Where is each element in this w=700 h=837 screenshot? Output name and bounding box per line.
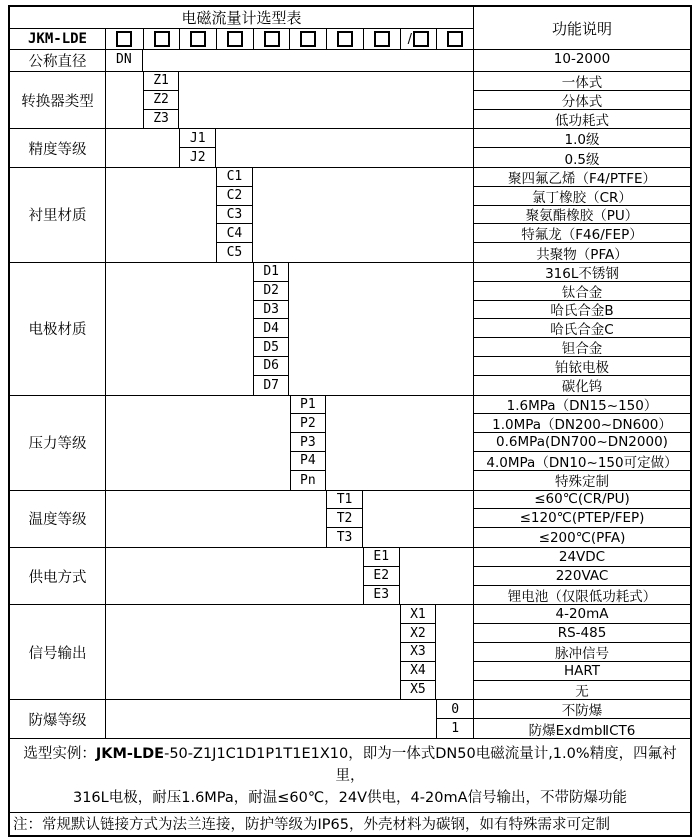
example-model-code: JKM-LDE [95,745,165,762]
option-code-0: 0 [437,700,473,719]
option-description: 不防爆 [474,700,690,719]
empty-cell-left [106,605,400,699]
option-code-X3: X3 [401,643,436,662]
empty-cell-right [179,72,473,128]
example-line1-rest: ，即为一体式DN50电磁流量计,1.0%精度，四氟衬里， [335,745,677,784]
example-line-1 [12,743,688,787]
code-column-nominal-diameter [106,50,143,71]
category-label-temperature-rating: 温度等级 [10,491,106,547]
model-slot-7 [326,29,363,49]
option-code-Z1: Z1 [144,72,179,91]
category-label-electrode-material: 电极材质 [10,263,106,395]
option-description: 1.0MPa（DN200~DN600） [474,414,690,433]
checkbox-icon[interactable] [413,31,429,47]
section-nominal-diameter [10,50,690,72]
description-column-temperature-rating [473,491,690,547]
description-column-signal-output [473,605,690,699]
description-column-electrode-material [473,263,690,395]
model-slot-6 [289,29,326,49]
option-code-Z2: Z2 [144,91,179,110]
model-slot-4 [216,29,253,49]
model-slot-2 [143,29,180,49]
option-description: 聚四氟乙烯（F4/PTFE） [474,168,690,187]
section-explosion-proof [10,700,690,739]
option-description: 碳化钨 [561,379,603,395]
description-column-nominal-diameter [473,50,690,71]
option-description: 0.5级 [564,151,600,167]
option-description: 低功耗式 [555,113,609,129]
option-code-Pn: Pn [300,472,316,488]
option-code-X4: X4 [401,662,436,681]
option-description: 脉冲信号 [474,643,690,662]
selection-table [8,5,692,837]
option-code-X5: X5 [410,682,426,698]
option-description: 聚氨酯橡胶（PU） [474,206,690,225]
empty-cell-left [106,548,363,604]
category-label-converter-type: 转换器类型 [10,72,106,128]
code-column-temperature-rating [326,491,363,547]
option-code-D4: D4 [254,319,289,338]
empty-cell-left [106,129,179,167]
option-description: 分体式 [474,91,690,110]
option-description: 10-2000 [553,51,611,68]
checkbox-icon[interactable] [447,31,463,47]
function-description-header: 功能说明 [473,7,690,49]
code-column-signal-output [400,605,437,699]
empty-cell-right [289,263,473,395]
option-description: 220VAC [474,567,690,586]
section-signal-output [10,605,690,700]
option-description: 钽合金 [474,338,690,357]
option-code-D5: D5 [254,338,289,357]
option-code-Z3: Z3 [153,111,169,127]
option-description: 316L不锈钢 [474,263,690,282]
option-description: 1.6MPa（DN15~150） [474,396,690,415]
checkbox-icon[interactable] [300,31,316,47]
selection-example [10,739,690,813]
category-label-accuracy-class: 精度等级 [10,129,106,167]
option-code-T3: T3 [336,530,353,546]
option-description: 1.0级 [474,129,690,148]
category-label-lining-material: 衬里材质 [10,168,106,262]
example-label: 选型实例： [23,745,96,762]
checkbox-icon[interactable] [190,31,206,47]
option-code-C3: C3 [217,206,252,225]
checkbox-icon[interactable] [227,31,243,47]
empty-cell-left [106,263,253,395]
option-description: 氯丁橡胶（CR） [474,187,690,206]
option-description: 24VDC [474,548,690,567]
example-model-rest: -50-Z1J1C1D1P1T1E1X10 [164,745,349,762]
option-code-D2: D2 [254,282,289,301]
description-column-converter-type [473,72,690,128]
model-prefix: JKM-LDE [10,29,106,49]
option-description: 钛合金 [474,282,690,301]
option-description: RS-485 [474,624,690,643]
model-slot-3 [179,29,216,49]
empty-cell-right [436,605,473,699]
slash-separator: / [407,31,413,47]
option-code-D7: D7 [263,377,279,393]
option-code-T2: T2 [327,509,362,528]
option-code-C4: C4 [217,224,252,243]
empty-cell-right [363,491,473,547]
category-label-explosion-proof: 防爆等级 [10,700,106,738]
table-header [10,7,690,50]
empty-cell-right [253,168,473,262]
option-description: ≤120℃(PTEP/FEP) [474,509,690,528]
option-code-E1: E1 [364,548,399,567]
option-description: 共聚物（PFA） [536,246,628,262]
sections [10,50,690,739]
category-label-power-supply: 供电方式 [10,548,106,604]
option-code-J1: J1 [180,129,215,148]
empty-cell-left [106,396,290,490]
model-slot-9 [400,29,437,49]
option-description: 锂电池（仅限低功耗式） [507,588,657,605]
footnote: 注：常规默认链接方式为法兰连接，防护等级为IP65，外壳材料为碳钢，如有特殊需求可定制 [13,817,610,834]
description-column-accuracy-class [473,129,690,167]
empty-cell-right [216,129,473,167]
option-code-P3: P3 [291,433,326,452]
header-left [10,7,473,49]
checkbox-icon[interactable] [374,31,390,47]
empty-cell-right [326,396,473,490]
option-description: 特殊定制 [555,474,609,490]
option-code-P4: P4 [291,452,326,471]
model-slot-5 [253,29,290,49]
option-description: 4.0MPa（DN10~150可定做） [474,452,690,471]
empty-cell-right [400,548,473,604]
category-label-signal-output: 信号输出 [10,605,106,699]
section-accuracy-class [10,129,690,168]
option-description: 哈氏合金B [474,301,690,320]
category-label-pressure-rating: 压力等级 [10,396,106,490]
table-title: 电磁流量计选型表 [10,7,473,29]
option-code-D1: D1 [254,263,289,282]
option-code-D6: D6 [254,357,289,376]
option-code-D3: D3 [254,301,289,320]
description-column-lining-material [473,168,690,262]
model-slot-1 [106,29,143,49]
checkbox-icon[interactable] [116,31,132,47]
code-column-lining-material [216,168,253,262]
option-code-E2: E2 [364,567,399,586]
checkbox-icon[interactable] [264,31,280,47]
section-temperature-rating [10,491,690,548]
option-code-J2: J2 [189,150,206,166]
section-power-supply [10,548,690,605]
option-code-P2: P2 [291,414,326,433]
empty-cell-right [143,50,473,71]
empty-cell-left [106,491,326,547]
option-description: 铂铱电极 [474,357,690,376]
option-description: 一体式 [474,72,690,91]
empty-cell-left [106,72,143,128]
model-slot-10 [436,29,473,49]
option-code-C1: C1 [217,168,252,187]
option-description: 无 [575,683,589,700]
option-code-C2: C2 [217,187,252,206]
section-electrode-material [10,263,690,396]
description-column-explosion-proof [473,700,690,738]
option-code-X1: X1 [401,605,436,624]
option-description: ≤200℃(PFA) [538,529,626,546]
option-description: 特氟龙（F46/FEP） [474,224,690,243]
section-converter-type [10,72,690,129]
code-column-converter-type [143,72,180,128]
code-column-pressure-rating [290,396,327,490]
option-code-1: 1 [451,720,460,736]
model-code-row [10,29,473,49]
option-code-DN: DN [116,51,132,67]
option-code-E3: E3 [373,587,390,603]
description-column-pressure-rating [473,396,690,490]
model-slot-8 [363,29,400,49]
checkbox-icon[interactable] [154,31,170,47]
option-description: 防爆ExdmbⅡCT6 [528,722,636,738]
code-column-explosion-proof [436,700,473,738]
empty-cell-left [106,700,436,738]
option-description: 4-20mA [474,605,690,624]
option-description: HART [474,662,690,681]
empty-cell-left [106,168,216,262]
example-line-2: 316L电极，耐压1.6MPa，耐温≤60℃，24V供电，4-20mA信号输出，不带防爆功能 [72,789,627,806]
option-code-P1: P1 [291,396,326,415]
section-pressure-rating [10,396,690,491]
option-code-C5: C5 [226,245,243,261]
category-label-nominal-diameter: 公称直径 [10,50,106,71]
code-column-accuracy-class [179,129,216,167]
checkbox-icon[interactable] [337,31,353,47]
code-column-power-supply [363,548,400,604]
description-column-power-supply [473,548,690,604]
code-column-electrode-material [253,263,290,395]
option-description: ≤60℃(CR/PU) [474,491,690,510]
section-lining-material [10,168,690,263]
option-code-T1: T1 [327,491,362,510]
option-code-X2: X2 [401,624,436,643]
option-description: 0.6MPa(DN700~DN2000) [474,433,690,452]
option-description: 哈氏合金C [474,319,690,338]
